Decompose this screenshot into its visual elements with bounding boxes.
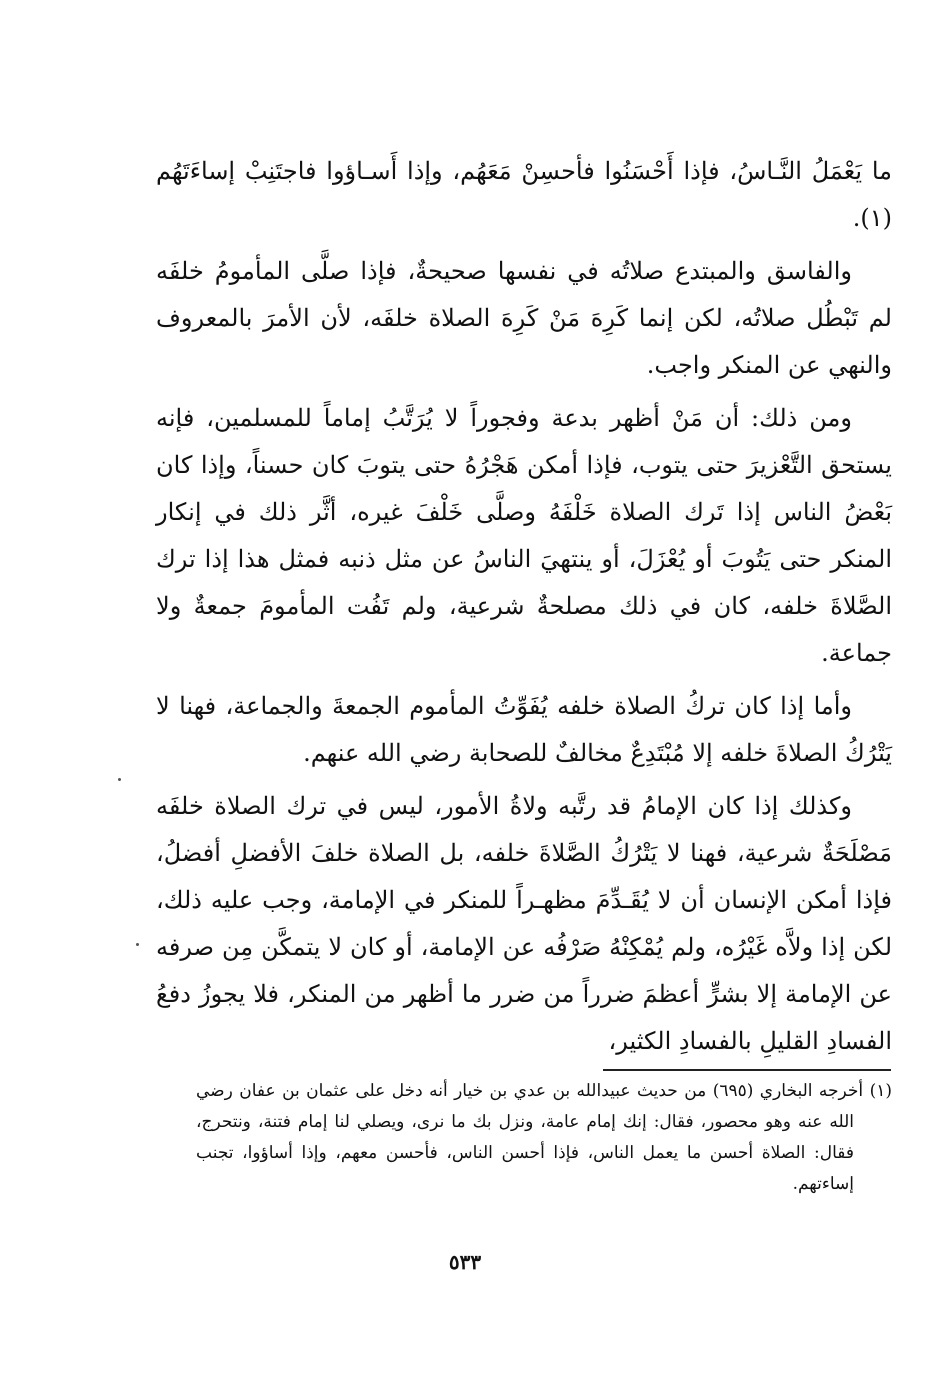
paragraph-5: وكذلك إذا كان الإمامُ قد رتَّبه ولاةُ الأمور، ليس في ترك الصلاة خلفَه مَصْلَحَةٌ شرعية، فهنا لا يَتْرُكُ الصَّلاةَ خلفه، بل الصلاة خلفَ الأفضلِ أفضلُ، فإذا أمكن الإنسان أن لا يُقَـدِّمَ مظهـراً للمنكر في الإمامة، وجب عليه ذلك، لكن إذا ولاَّه غَيْرُه، ولم يُمْكِنْهُ صَرْفُه عن الإمامة، أو كان لا يتمكَّن مِن صرفه عن الإمامة إلا بشرٍّ أعظمَ ضرراً من ضرر ما أظهر من المنكر، فلا يجوزُ دفعُ الفسادِ القليلِ بالفسادِ الكثير، (156, 792, 893, 1055)
footnote-separator (603, 1069, 891, 1071)
paragraph-2: والفاسق والمبتدع صلاتُه في نفسها صحيحةٌ، فإذا صلَّى المأمومُ خلفَه لم تَبْطُل صلاتُه، لكن إنما كَرِهَ مَنْ كَرِهَ الصلاة خلفَه، لأن الأمرَ بالمعروف والنهي عن المنكر واجب. (156, 257, 892, 379)
page-number: ٥٣٣ (448, 1250, 482, 1274)
scan-speck (136, 943, 139, 946)
main-text (156, 148, 892, 1071)
paragraph-3: ومن ذلك: أن مَنْ أظهر بدعة وفجوراً لا يُرَتَّبُ إماماً للمسلمين، فإنه يستحق التَّعْزيرَ حتى يتوب، فإذا أمكن هَجْرُهُ حتى يتوبَ كان حسناً، وإذا كان بَعْضُ الناس إذا تَرك الصلاة خَلْفَهُ وصلَّى خَلْفَ غيره، أثَّر ذلك في إنكار المنكر حتى يَتُوبَ أو يُعْزَلَ، أو ينتهيَ الناسُ عن مثل ذنبه فمثل هذا إذا ترك الصَّلاةَ خلفه، كان في ذلك مصلحةٌ شرعية، ولم تَفُت المأمومَ جمعةٌ ولا جماعة. (156, 404, 892, 667)
scan-speck (118, 778, 121, 781)
footnote (196, 1076, 892, 1200)
paragraph-4: وأما إذا كان تركُ الصلاة خلفه يُفَوِّتُ المأموم الجمعةَ والجماعة، فهنا لا يَتْرُكُ الصلاةَ خلفه إلا مُبْتَدِعٌ مخالفٌ للصحابة رضي الله عنهم. (156, 692, 892, 767)
footnote-text: (١) أخرجه البخاري (٦٩٥) من حديث عبيدالله بن عدي بن خيار أنه دخل على عثمان بن عفان رضي الله عنه وهو محصور، فقال: إنك إمام عامة، ونزل بك ما نرى، ويصلي لنا إمام فتنة، ونتحرج، فقال: الصلاة أحسن ما يعمل الناس، فإذا أحسن الناس، فأحسن معهم، وإذا أساؤوا، تجنب إساءتهم. (196, 1081, 892, 1194)
paragraph-1: ما يَعْمَلُ النَّـاسُ، فإذا أَحْسَنُوا فأحسِنْ مَعَهُم، وإذا أَسـاؤوا فاجتَنِبْ إساءَتَهُم (١). (156, 157, 892, 232)
